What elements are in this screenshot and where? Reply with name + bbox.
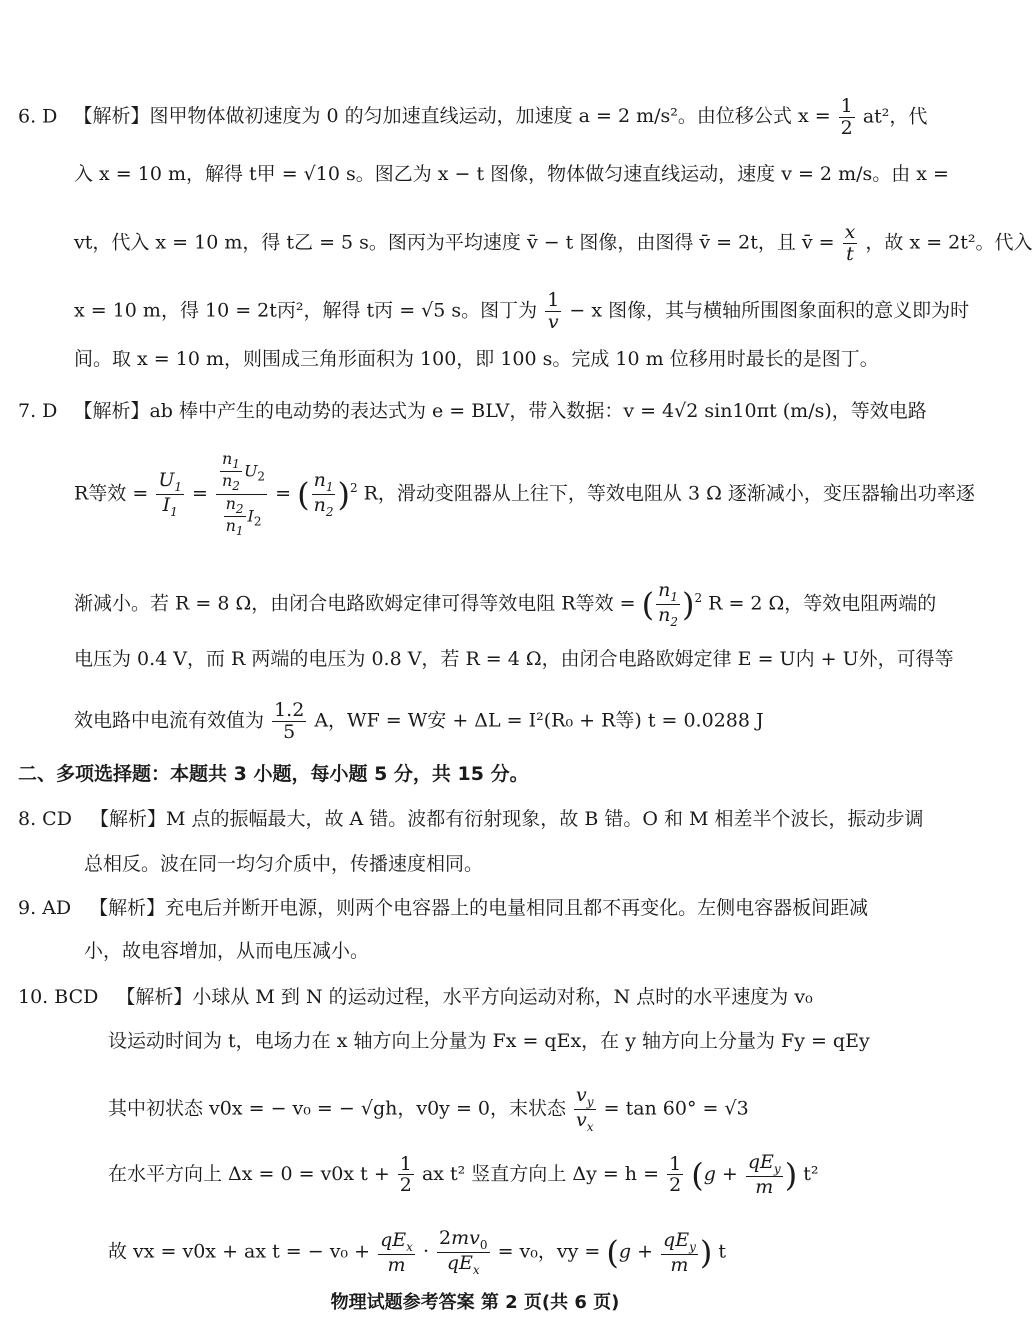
fraction-1-2-over-5: $\frac{1.2}{5}$ bbox=[274, 699, 305, 743]
q7-text-1: 【解析】ab 棒中产生的电动势的表达式为 e = BLV，带入数据：v = 4√2 sin10πt (m/s)，等效电路 bbox=[73, 400, 927, 422]
q10-line-3 bbox=[108, 1085, 749, 1134]
q6-text-4b: − x 图像，其与横轴所围图象面积的意义即为时 bbox=[569, 299, 970, 322]
q10-text-3b: = tan 60° = √3 bbox=[603, 1097, 749, 1120]
q10-text-5a: 故 vx = v0x + ax t = − v₀ + bbox=[108, 1240, 371, 1263]
q6-text-1a: 【解析】图甲物体做初速度为 0 的匀加速直线运动，加速度 a = 2 m/s²。由位移公式 x = bbox=[73, 105, 831, 128]
q9-line-1 bbox=[18, 897, 868, 921]
q8-text-1: 【解析】M 点的振幅最大，故 A 错。波都有衍射现象，故 B 错。O 和 M 相差半个波长，振动步调 bbox=[90, 808, 924, 830]
fraction-vy-over-vx: $\frac{v_y}{v_x}$ bbox=[576, 1084, 594, 1134]
q6-number: 6. D bbox=[18, 105, 58, 128]
q7-text-5b: A，WF = W安 + ΔL = I²(R₀ + R等) t = 0.0288 J bbox=[314, 709, 764, 732]
fraction-qex-over-m: $\frac{qE_x}{m}$ bbox=[380, 1228, 413, 1276]
fraction-qey-over-m: $\frac{qE_y}{m}$ bbox=[747, 1151, 781, 1198]
q6-text-3a: vt，代入 x = 10 m，得 t乙 = 5 s。图丙为平均速度 v̄ − t 图像，由图得 v̄ = 2t，且 v̄ = bbox=[74, 231, 835, 254]
q7-line-1 bbox=[18, 400, 927, 424]
q10-line-4: 在水平方向上 Δx = 0 = v0x t + $\frac{1}{2}$ ax t² 竖直方向上 Δy = h = $\frac{1}{2}$ (g + $\frac{qE_y}{m}$ ) t² bbox=[108, 1151, 819, 1198]
q10-text-4b: ax t² 竖直方向上 Δy = h = bbox=[421, 1162, 660, 1185]
q10-text-5c: t bbox=[718, 1240, 727, 1263]
fraction-half-c: $\frac{1}{2}$ bbox=[669, 1152, 682, 1197]
q7-text-2a: R等效 = bbox=[74, 482, 149, 505]
q10-text-3a: 其中初状态 v0x = − v₀ = − √gh，v0y = 0，末状态 bbox=[108, 1097, 566, 1120]
q6-text-3b: ，故 x = 2t²。代入 bbox=[865, 231, 1033, 254]
q6-text-1b: at²，代 bbox=[862, 105, 928, 128]
q6-line-1 bbox=[18, 96, 927, 139]
q7-text-3a: 渐减小。若 R = 8 Ω，由闭合电路欧姆定律可得等效电阻 R等效 = bbox=[74, 592, 636, 615]
q10-line-5: 故 vx = v0x + ax t = − v₀ + $\frac{qE_x}{m}$ · $\frac{2mv_0}{qE_x}$ = v₀，vy = (g + $\frac{qE_y}{m}$ ) t bbox=[108, 1227, 727, 1277]
q8-number: 8. CD bbox=[18, 808, 72, 830]
q7-line-3: 渐减小。若 R = 8 Ω，由闭合电路欧姆定律可得等效电阻 R等效 = ( $\frac{n_1}{n_2}$ )$^2$ R = 2 Ω，等效电阻两端的 bbox=[74, 579, 937, 629]
fraction-half-b: $\frac{1}{2}$ bbox=[399, 1152, 412, 1197]
q9-text-1: 【解析】充电后并断开电源，则两个电容器上的电量相同且都不再变化。左侧电容器板间距减 bbox=[89, 897, 869, 919]
q6-line-3 bbox=[74, 222, 1033, 265]
q7-text-2b: R，滑动变阻器从上往下，等效电阻从 3 Ω 逐渐减小，变压器输出功率逐 bbox=[363, 482, 975, 505]
fraction-x-over-t: $\frac{x}{t}$ bbox=[844, 221, 856, 265]
fraction-2mv0-over-qex: $\frac{2mv_0}{qE_x}$ bbox=[439, 1227, 488, 1277]
q7-line-4: 电压为 0.4 V，而 R 两端的电压为 0.8 V，若 R = 4 Ω，由闭合电路欧姆定律 E = U内 + U外，可得等 bbox=[74, 648, 954, 670]
fraction-qey-over-m-b: $\frac{qE_y}{m}$ bbox=[663, 1228, 696, 1276]
q8-line-2: 总相反。波在同一均匀介质中，传播速度相同。 bbox=[84, 853, 484, 875]
fraction-half: $\frac{1}{2}$ bbox=[840, 95, 853, 139]
q7-line-2: R等效 = $\frac{U_1}{I_1}$ = $\frac{n_1}{n_2}$ $U_2$ $\frac{n_2}{n_1}$ $I_2$ = ( $\frac{n_1}{n_2}$ )$^2$ R，滑动变阻器从上往下，等效电阻从 3 Ω 逐渐减小，变压器输出功率逐 bbox=[74, 449, 975, 539]
q7-text-5a: 效电路中电流有效值为 bbox=[74, 709, 265, 732]
q10-text-1: 【解析】小球从 M 到 N 的运动过程，水平方向运动对称，N 点时的水平速度为 v₀ bbox=[116, 986, 813, 1008]
q10-text-5b: = v₀，vy = bbox=[497, 1240, 601, 1263]
q9-number: 9. AD bbox=[18, 897, 72, 919]
q10-number: 10. BCD bbox=[18, 986, 99, 1008]
q7-line-5 bbox=[74, 700, 764, 743]
q6-text-4a: x = 10 m，得 10 = 2t丙²，解得 t丙 = √5 s。图丁为 bbox=[74, 299, 538, 322]
section-heading-multiple-choice: 二、多项选择题：本题共 3 小题，每小题 5 分，共 15 分。 bbox=[18, 763, 529, 785]
fraction-u1-over-i1: $\frac{U_1}{I_1}$ bbox=[158, 468, 182, 519]
q10-line-2: 设运动时间为 t，电场力在 x 轴方向上分量为 Fx = qEx，在 y 轴方向上分量为 Fy = qEy bbox=[108, 1030, 870, 1052]
q9-line-2: 小，故电容增加，从而电压减小。 bbox=[84, 940, 370, 962]
q8-line-1 bbox=[18, 808, 924, 832]
q10-text-4c: t² bbox=[803, 1162, 819, 1185]
q10-text-4a: 在水平方向上 Δx = 0 = v0x t + bbox=[108, 1162, 390, 1185]
q10-line-1 bbox=[18, 986, 813, 1010]
fraction-n1-over-n2-b: $\frac{n_1}{n_2}$ bbox=[658, 579, 678, 629]
q6-line-4 bbox=[74, 290, 969, 333]
q6-line-5: 间。取 x = 10 m，则围成三角形面积为 100，即 100 s。完成 10 m 位移用时最长的是图丁。 bbox=[74, 348, 879, 370]
q6-line-2: 入 x = 10 m，解得 t甲 = √10 s。图乙为 x − t 图像，物体做匀速直线运动，速度 v = 2 m/s。由 x = bbox=[74, 163, 949, 185]
page-footer: 物理试题参考答案 第 2 页(共 6 页) bbox=[330, 1292, 620, 1313]
q7-number: 7. D bbox=[18, 400, 58, 422]
fraction-one-over-v: $\frac{1}{v}$ bbox=[547, 289, 560, 333]
fraction-n1-over-n2: $\frac{n_1}{n_2}$ bbox=[313, 468, 334, 519]
fraction-nested-ratio: $\frac{n_1}{n_2}$ $U_2$ $\frac{n_2}{n_1}$ $I_2$ bbox=[216, 450, 267, 539]
q7-text-3b: R = 2 Ω，等效电阻两端的 bbox=[708, 592, 937, 615]
